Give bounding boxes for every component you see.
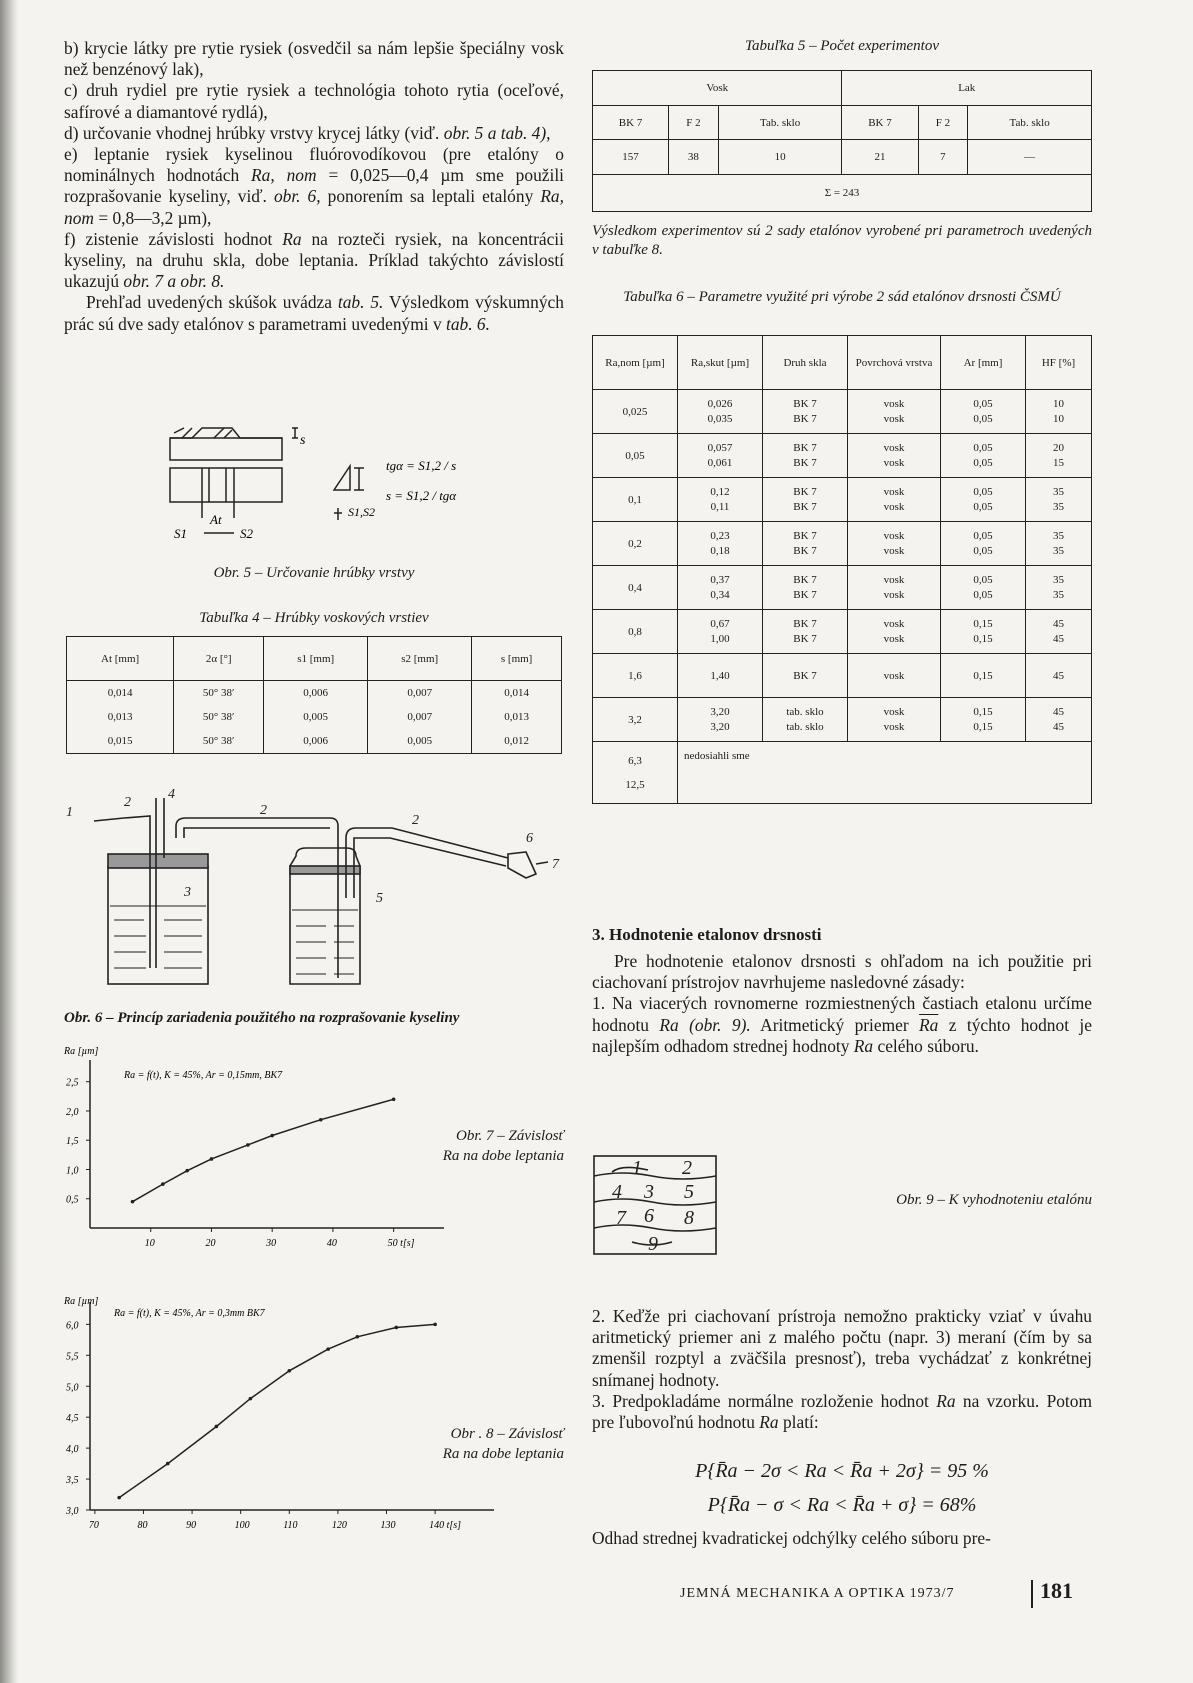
- tab6-nom-cell: 0,025: [593, 390, 678, 434]
- para1: Pre hodnotenie etalonov drsnosti s ohľadom na ich použitie pri ciachovaní prístrojov navrhujeme nasledovné zásady:: [592, 951, 1092, 993]
- cell: 0,67: [678, 610, 763, 632]
- x-tick-label: 130: [380, 1520, 396, 1531]
- cell: 10: [718, 140, 842, 175]
- figure-6-caption: Obr. 6 – Princíp zariadenia použitého na rozprašovanie kyseliny: [64, 1010, 460, 1026]
- tab5-group: Lak: [958, 81, 976, 94]
- cell: 0,18: [678, 544, 763, 566]
- x-tick-label: 40: [326, 1238, 337, 1249]
- tab5-header: BK 7: [842, 105, 918, 140]
- cell: BK 7: [763, 522, 848, 544]
- x-tick-label: 110: [283, 1520, 298, 1531]
- table-row: [67, 681, 562, 706]
- table-4: [66, 636, 562, 754]
- cell: tab. sklo: [763, 720, 848, 742]
- x-tick-label: 30: [266, 1238, 277, 1249]
- cell: BK 7: [763, 456, 848, 478]
- cell: 0,05: [941, 478, 1026, 500]
- label-s1: S1: [174, 526, 187, 541]
- x-tick-label: 100: [234, 1520, 250, 1531]
- cell: vosk: [848, 654, 941, 698]
- tab4-header: 2α [°]: [174, 637, 264, 681]
- cell: 20: [1053, 441, 1064, 454]
- cell: 0,15: [941, 654, 1026, 698]
- table-5: [592, 70, 1092, 212]
- fig6-label: 4: [168, 787, 175, 802]
- fig6-label: 2: [412, 813, 419, 828]
- cell: 0,11: [678, 500, 763, 522]
- tab5-group: Vosk: [593, 71, 842, 106]
- tab6-nom-cell: 0,8: [593, 610, 678, 654]
- chart7-title: Ra = f(t), K = 45%, Ar = 0,15mm, BK7: [124, 1070, 283, 1081]
- fig9-number: 3: [644, 1181, 654, 1203]
- y-tick-label: 2,5: [66, 1077, 79, 1089]
- tab6-header: Ra,skut [µm]: [678, 336, 763, 390]
- cell: 0,05: [941, 412, 1026, 434]
- cell: vosk: [848, 698, 941, 720]
- data-point: [356, 1335, 360, 1339]
- x-tick-label: 80: [137, 1520, 148, 1531]
- cell: vosk: [848, 456, 941, 478]
- cell: BK 7: [763, 588, 848, 610]
- data-point: [131, 1200, 135, 1204]
- tab6-header: Ra,nom [µm]: [593, 336, 678, 390]
- table-row: [67, 705, 562, 729]
- figure-8-chart: [64, 1288, 564, 1531]
- cell: 0,061: [678, 456, 763, 478]
- cell: vosk: [848, 412, 941, 434]
- x-tick-label: 50 t[s]: [387, 1238, 415, 1249]
- cell: 35: [1053, 485, 1064, 498]
- cell: vosk: [848, 478, 941, 500]
- table-row: [593, 654, 1092, 698]
- cell: 35: [1053, 501, 1064, 514]
- y-tick-label: 5,5: [66, 1351, 79, 1363]
- cell: 35: [1053, 589, 1064, 602]
- section-title: 3. Hodnotenie etalonov drsnosti: [592, 925, 822, 944]
- cell: 0,005: [368, 729, 472, 754]
- cell: 45: [1053, 721, 1064, 734]
- cell: 0,12: [678, 478, 763, 500]
- fig6-label: 3: [184, 885, 191, 900]
- tab5-header: Tab. sklo: [718, 105, 842, 140]
- cell: 0,057: [678, 434, 763, 456]
- table-row: [593, 140, 1092, 175]
- cell: 10: [1053, 413, 1064, 426]
- fig6-label: 2: [124, 795, 131, 810]
- x-tick-label: 140 t[s]: [429, 1520, 462, 1531]
- series-line: [133, 1099, 394, 1201]
- cell: 35: [1053, 573, 1064, 586]
- cell: vosk: [848, 500, 941, 522]
- cell: vosk: [848, 566, 941, 588]
- cell: 50° 38′: [174, 729, 264, 754]
- table-row: [593, 478, 1092, 500]
- label-at: At: [210, 512, 222, 527]
- cell: 0,05: [941, 566, 1026, 588]
- figure-8-caption: [364, 1424, 564, 1464]
- fig9-number: 6: [644, 1205, 654, 1227]
- cell: tab. sklo: [763, 698, 848, 720]
- cell: 45: [1053, 633, 1064, 646]
- label-tg-alpha: tgα = S1,2 / s: [386, 458, 457, 473]
- cell: 15: [1053, 457, 1064, 470]
- label-s2: S2: [240, 526, 253, 541]
- y-tick-label: 1,0: [66, 1165, 79, 1177]
- tab4-header: s2 [mm]: [368, 637, 472, 681]
- cell: 0,34: [678, 588, 763, 610]
- cell: 157: [593, 140, 669, 175]
- data-point: [270, 1134, 274, 1138]
- cell: 0,013: [504, 710, 529, 723]
- tab6-nom-cell: 0,05: [593, 434, 678, 478]
- fig9-number: 4: [612, 1181, 622, 1203]
- table-5-caption: Tabuľka 5 – Počet experimentov: [744, 38, 940, 54]
- cell: 0,006: [264, 729, 368, 754]
- para2: 1. Na viacerých rovnomerne rozmiestnených častiach etalonu určíme hodnotu Ra (obr. 9). Aritmetický priemer $\overline{Ra}$ z týchto hodnot je najlepším odhadom strednej hodnoty Ra celého súboru.: [592, 993, 1092, 1056]
- tab5-header: F 2: [669, 105, 719, 140]
- cell: 0,05: [941, 522, 1026, 544]
- table-row: [67, 729, 562, 754]
- right-column: [592, 38, 1092, 1548]
- cell: 0,23: [678, 522, 763, 544]
- cell: 10: [1053, 397, 1064, 410]
- data-point: [287, 1369, 291, 1373]
- chart8-ylabel: Ra [µm]: [64, 1296, 99, 1307]
- item-c: c) druh rydiel pre rytie rysiek a technológia tohoto rytia (oceľové, safírové a diamantové rydlá),: [64, 80, 564, 122]
- tab5-sum: Σ = 243: [824, 187, 860, 200]
- label-s12: S1,S2: [348, 505, 375, 519]
- y-tick-label: 4,5: [66, 1413, 79, 1425]
- table-6-caption: Tabuľka 6 – Parametre využité pri výrobe 2 sád etalónov drsnosti ČSMÚ: [623, 289, 1061, 305]
- tab6-nom-cell: 1,6: [593, 654, 678, 698]
- data-point: [392, 1097, 396, 1101]
- cell: 1,40: [678, 654, 763, 698]
- tab6-note-cell: nedosiahli sme: [684, 750, 750, 762]
- table-row: [593, 698, 1092, 720]
- cell: 3,20: [678, 720, 763, 742]
- cell: 45: [1053, 617, 1064, 630]
- cell: 0,15: [941, 632, 1026, 654]
- cell: 0,026: [678, 390, 763, 412]
- cell: 50° 38′: [174, 705, 264, 729]
- fig6-label: 6: [526, 831, 533, 846]
- table-5-note: Výsledkom experimentov sú 2 sady etalónov vyrobené pri parametroch uvedených v tabuľke 8.: [592, 223, 1092, 258]
- fig9-number: 9: [648, 1233, 658, 1255]
- cell: vosk: [848, 522, 941, 544]
- cell: vosk: [848, 390, 941, 412]
- para5: Odhad strednej kvadratickej odchýlky celého súboru pre-: [592, 1528, 991, 1548]
- cell: 0,15: [941, 610, 1026, 632]
- data-point: [185, 1169, 189, 1173]
- data-point: [215, 1425, 219, 1429]
- data-point: [326, 1347, 330, 1351]
- x-tick-label: 70: [88, 1520, 99, 1531]
- cell: 0,37: [678, 566, 763, 588]
- x-tick-label: 120: [331, 1520, 347, 1531]
- x-tick-label: 90: [186, 1520, 197, 1531]
- cell: BK 7: [763, 544, 848, 566]
- para4: 3. Predpokladáme normálne rozloženie hodnot Ra na vzorku. Potom pre ľubovoľnú hodnotu Ra platí:: [592, 1390, 1092, 1433]
- tab6-nom-value: 12,5: [625, 778, 645, 791]
- series-line: [119, 1324, 435, 1497]
- cell: vosk: [848, 544, 941, 566]
- data-point: [210, 1157, 214, 1161]
- label-s-formula: s = S1,2 / tgα: [386, 488, 457, 503]
- cell: vosk: [848, 588, 941, 610]
- fig9-number: 8: [684, 1207, 694, 1229]
- tab4-header: s [mm]: [500, 652, 533, 665]
- page-number-divider: [1031, 1580, 1033, 1608]
- table-row: [593, 390, 1092, 412]
- tab6-nom-value: 6,3: [628, 754, 642, 767]
- cell: 0,15: [941, 698, 1026, 720]
- cell: 7: [918, 140, 968, 175]
- cell: 0,05: [941, 456, 1026, 478]
- figure-5-diagram: [154, 428, 514, 568]
- y-tick-label: 1,5: [66, 1136, 79, 1148]
- fig6-label: 7: [552, 857, 559, 872]
- cell: BK 7: [763, 412, 848, 434]
- cell: 45: [1053, 669, 1064, 682]
- label-s: s: [300, 433, 306, 448]
- right-body-text: [592, 951, 1092, 1057]
- figure-9-diagram: [592, 1152, 722, 1262]
- cell: BK 7: [763, 390, 848, 412]
- page-binding-shadow: [0, 0, 18, 1683]
- cell: 50° 38′: [174, 681, 264, 706]
- summary-paragraph: Prehľad uvedených skúšok uvádza tab. 5. Výsledkom výskumných prác sú dve sady etalónov s parametrami uvedenými v tab. 6.: [64, 292, 564, 334]
- cell: 21: [842, 140, 918, 175]
- page-number: 181: [1040, 1578, 1073, 1603]
- cell: 0,05: [941, 390, 1026, 412]
- cell: 0,007: [368, 681, 472, 706]
- data-point: [161, 1182, 165, 1186]
- tab4-header: s1 [mm]: [264, 637, 368, 681]
- table-row: [593, 566, 1092, 588]
- cell: 0,15: [941, 720, 1026, 742]
- figure-5-caption: Obr. 5 – Určovanie hrúbky vrstvy: [213, 565, 415, 581]
- cell: BK 7: [763, 654, 848, 698]
- cell: BK 7: [763, 500, 848, 522]
- cell: 0,05: [941, 434, 1026, 456]
- y-tick-label: 3,0: [66, 1506, 79, 1517]
- tab6-header: Povrchová vrstva: [848, 336, 941, 390]
- cell: 0,006: [264, 681, 368, 706]
- cell: vosk: [848, 434, 941, 456]
- fig8-caption-b: Ra na dobe leptania: [442, 1446, 564, 1462]
- cell: 0,05: [941, 544, 1026, 566]
- right-body-text-2: [592, 1306, 1092, 1433]
- data-point: [249, 1397, 253, 1401]
- tab6-nom-cell: 0,2: [593, 522, 678, 566]
- data-point: [246, 1143, 250, 1147]
- chart8-title: Ra = f(t), K = 45%, Ar = 0,3mm BK7: [114, 1308, 265, 1319]
- cell: 45: [1053, 705, 1064, 718]
- cell: 0,015: [67, 729, 174, 754]
- cell: vosk: [848, 632, 941, 654]
- left-column: [64, 38, 564, 1531]
- cell: 0,035: [678, 412, 763, 434]
- cell: 38: [669, 140, 719, 175]
- cell: vosk: [848, 610, 941, 632]
- cell: 35: [1053, 545, 1064, 558]
- fig9-number: 5: [684, 1181, 694, 1203]
- tab4-header: At [mm]: [67, 637, 174, 681]
- table-6: [592, 335, 1092, 804]
- fig8-caption-a: Obr . 8 – Závislosť: [450, 1426, 564, 1442]
- tab6-header: Druh skla: [763, 336, 848, 390]
- fig9-number: 1: [632, 1157, 642, 1179]
- table-row: [593, 434, 1092, 456]
- tab6-nom-cell: 0,4: [593, 566, 678, 610]
- left-body-text: [64, 38, 564, 335]
- cell: —: [1024, 151, 1036, 164]
- chart7-ylabel: Ra [µm]: [64, 1046, 99, 1057]
- cell: 0,014: [67, 681, 174, 706]
- cell: BK 7: [763, 610, 848, 632]
- item-f: f) zistenie závislosti hodnot Ra na rozteči rysiek, na koncentrácii kyseliny, na druhu skla, dobe leptania. Príklad takýchto závislostí ukazujú obr. 7 a obr. 8.: [64, 228, 564, 292]
- fig6-label: 2: [260, 803, 267, 818]
- cell: 35: [1053, 529, 1064, 542]
- y-tick-label: 0,5: [66, 1194, 79, 1206]
- cell: 0,014: [504, 687, 529, 700]
- cell: BK 7: [763, 434, 848, 456]
- fig9-number: 7: [616, 1207, 626, 1229]
- x-tick-label: 10: [144, 1238, 155, 1249]
- table-row: [593, 522, 1092, 544]
- fig6-label: 1: [66, 805, 73, 820]
- tab6-nom-cell: [593, 742, 678, 804]
- y-tick-label: 6,0: [66, 1320, 79, 1332]
- journal-footer: JEMNÁ MECHANIKA A OPTIKA 1973/7: [680, 1586, 955, 1601]
- cell: 0,007: [368, 705, 472, 729]
- y-tick-label: 5,0: [66, 1382, 79, 1394]
- formula-68: P{R̄a − σ < Ra < R̄a + σ} = 68%: [707, 1494, 977, 1516]
- cell: 0,012: [504, 734, 529, 747]
- x-tick-label: 20: [205, 1238, 216, 1249]
- y-tick-label: 4,0: [66, 1444, 79, 1456]
- cell: vosk: [848, 720, 941, 742]
- cell: 0,05: [941, 588, 1026, 610]
- data-point: [433, 1323, 437, 1327]
- figure-6-diagram: [64, 787, 564, 998]
- item-e: e) leptanie rysiek kyselinou fluórovodíkovou (pre etalóny o nominálnych hodnotách Ra, nom = 0,025—0,4 µm sme použili rozprašovanie kyseliny, viď. obr. 6, ponorením sa leptali etalóny Ra, nom = 0,8—3,2 µm),: [64, 144, 564, 228]
- table-4-caption: Tabuľka 4 – Hrúbky voskových vrstiev: [199, 610, 429, 626]
- cell: 3,20: [678, 698, 763, 720]
- tab6-header: HF [%]: [1041, 356, 1076, 369]
- figure-9-caption: Obr. 9 – K vyhodnoteniu etalónu: [896, 1192, 1092, 1208]
- fig7-caption-b: Ra na dobe leptania: [442, 1148, 564, 1164]
- table-row: [593, 742, 1092, 804]
- tab6-header: Ar [mm]: [941, 336, 1026, 390]
- tab5-header: F 2: [918, 105, 968, 140]
- data-point: [394, 1326, 398, 1330]
- cell: 1,00: [678, 632, 763, 654]
- table-row: [593, 610, 1092, 632]
- para3: 2. Keďže pri ciachovaní prístroja nemožno prakticky vziať v úvahu aritmetický priemer ani z malého počtu (napr. 3) meraní (čím by sa zmenšil rozptyl a zväčšila presnosť), treba vychádzať z konkrétnej snímanej hodnoty.: [592, 1306, 1092, 1390]
- formula-95: P{R̄a − 2σ < Ra < R̄a + 2σ} = 95 %: [695, 1460, 989, 1482]
- fig7-caption-a: Obr. 7 – Závislosť: [456, 1128, 564, 1144]
- cell: 0,013: [67, 705, 174, 729]
- item-d: d) určovanie vhodnej hrúbky vrstvy krycej látky (viď. obr. 5 a tab. 4),: [64, 122, 551, 143]
- figure-7-caption: [364, 1126, 564, 1166]
- cell: BK 7: [763, 478, 848, 500]
- cell: 0,05: [941, 500, 1026, 522]
- cell: BK 7: [763, 566, 848, 588]
- y-tick-label: 3,5: [66, 1475, 79, 1487]
- tab5-header: BK 7: [593, 105, 669, 140]
- tab6-nom-cell: 3,2: [593, 698, 678, 742]
- data-point: [117, 1496, 121, 1500]
- cell: 0,005: [264, 705, 368, 729]
- y-tick-label: 2,0: [66, 1106, 79, 1118]
- tab5-header: Tab. sklo: [1009, 116, 1050, 129]
- cell: BK 7: [763, 632, 848, 654]
- item-b: b) krycie látky pre rytie rysiek (osvedčil sa nám lepšie špeciálny vosk než benzénový lak),: [64, 38, 564, 80]
- tab6-nom-cell: 0,1: [593, 478, 678, 522]
- fig9-number: 2: [682, 1157, 692, 1179]
- data-point: [166, 1462, 170, 1466]
- fig6-label: 5: [376, 891, 383, 906]
- data-point: [319, 1118, 323, 1122]
